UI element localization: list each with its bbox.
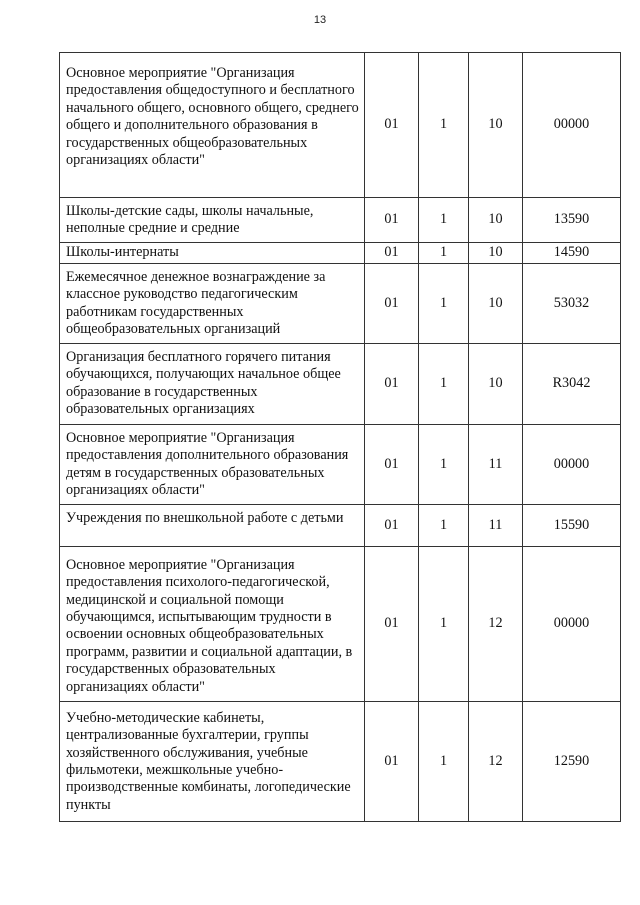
program-code-cell: 01 <box>365 263 419 343</box>
table-row <box>60 424 621 504</box>
activity-code-cell: 10 <box>469 343 523 424</box>
direction-code-cell: 12590 <box>523 701 621 821</box>
activity-code-cell: 10 <box>469 53 523 198</box>
program-code-cell: 01 <box>365 546 419 701</box>
program-code-cell: 01 <box>365 343 419 424</box>
subprogram-code-cell: 1 <box>419 504 469 546</box>
row-name-cell: Основное мероприятие "Организация предоставления психолого-педагогической, медицинской и социальной помощи обучающимся, испытывающим трудности в освоении основных общеобразовательных программ, развитии и социальной адаптации, в государственных образовательных организациях области" <box>60 546 365 701</box>
direction-code-cell: 00000 <box>523 53 621 198</box>
row-name-cell: Организация бесплатного горячего питания обучающихся, получающих начальное общее образование в государственных образовательных организациях <box>60 343 365 424</box>
activity-code-cell: 10 <box>469 242 523 263</box>
subprogram-code-cell: 1 <box>419 546 469 701</box>
table-row <box>60 242 621 263</box>
direction-code-cell: 14590 <box>523 242 621 263</box>
row-name-cell: Школы-интернаты <box>60 242 365 263</box>
activity-code-cell: 12 <box>469 701 523 821</box>
row-name-cell: Школы-детские сады, школы начальные, неполные средние и средние <box>60 198 365 243</box>
activity-code-cell: 10 <box>469 263 523 343</box>
direction-code-cell: 00000 <box>523 546 621 701</box>
table-row <box>60 198 621 243</box>
program-code-cell: 01 <box>365 242 419 263</box>
subprogram-code-cell: 1 <box>419 343 469 424</box>
page-number: 13 <box>313 14 327 26</box>
table-row <box>60 546 621 701</box>
direction-code-cell: 15590 <box>523 504 621 546</box>
subprogram-code-cell: 1 <box>419 53 469 198</box>
row-name-cell: Ежемесячное денежное вознаграждение за классное руководство педагогическим работникам государственных общеобразовательных организаций <box>60 263 365 343</box>
direction-code-cell: 53032 <box>523 263 621 343</box>
row-name-cell: Основное мероприятие "Организация предоставления общедоступного и бесплатного начального общего, основного общего, среднего общего и дополнительного образования в государственных общеобразовательных организациях области" <box>60 53 365 198</box>
program-code-cell: 01 <box>365 424 419 504</box>
table-row <box>60 53 621 198</box>
program-code-cell: 01 <box>365 53 419 198</box>
program-code-cell: 01 <box>365 701 419 821</box>
activity-code-cell: 10 <box>469 198 523 243</box>
direction-code-cell: 00000 <box>523 424 621 504</box>
subprogram-code-cell: 1 <box>419 242 469 263</box>
row-name-cell: Учреждения по внешкольной работе с детьми <box>60 504 365 546</box>
activity-code-cell: 12 <box>469 546 523 701</box>
program-code-cell: 01 <box>365 198 419 243</box>
subprogram-code-cell: 1 <box>419 701 469 821</box>
row-name-cell: Учебно-методические кабинеты, централизованные бухгалтерии, группы хозяйственного обслуживания, учебные фильмотеки, межшкольные учебно-производственные комбинаты, логопедические пункты <box>60 701 365 821</box>
subprogram-code-cell: 1 <box>419 198 469 243</box>
direction-code-cell: R3042 <box>523 343 621 424</box>
table-row <box>60 701 621 821</box>
table-row <box>60 343 621 424</box>
table-row <box>60 263 621 343</box>
activity-code-cell: 11 <box>469 424 523 504</box>
budget-classification-table <box>59 52 621 822</box>
activity-code-cell: 11 <box>469 504 523 546</box>
program-code-cell: 01 <box>365 504 419 546</box>
direction-code-cell: 13590 <box>523 198 621 243</box>
subprogram-code-cell: 1 <box>419 263 469 343</box>
table-row <box>60 504 621 546</box>
subprogram-code-cell: 1 <box>419 424 469 504</box>
row-name-cell: Основное мероприятие "Организация предоставления дополнительного образования детям в государственных образовательных организациях области" <box>60 424 365 504</box>
